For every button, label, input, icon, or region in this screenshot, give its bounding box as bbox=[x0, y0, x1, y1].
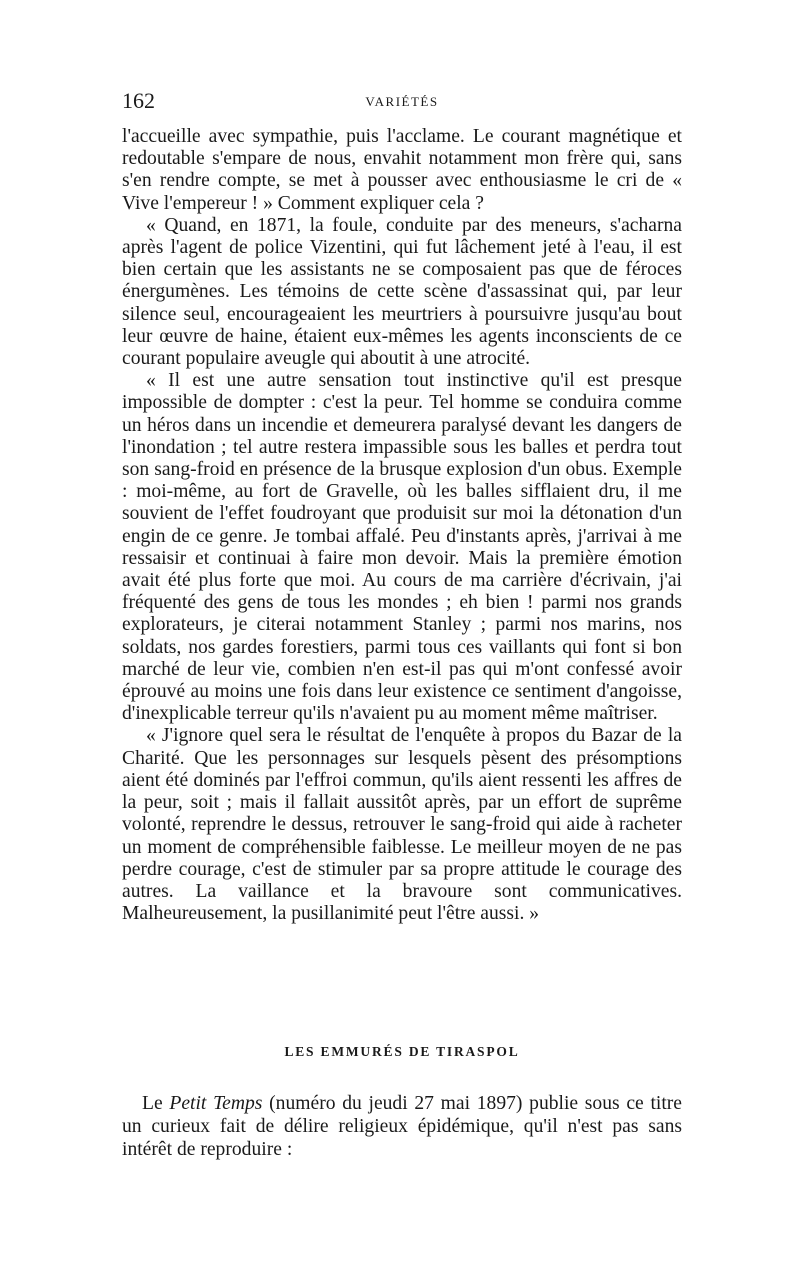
intro-paragraph bbox=[122, 1092, 682, 1161]
paragraph-continuation: l'accueille avec sympathie, puis l'acclame. Le courant magnétique et redoutable s'empare de nous, envahit notamment mon frère qui, sans s'en rendre compte, se met à pousser avec enthousiasme le cri de « Vive l'empereur ! » Comment expliquer cela ? bbox=[122, 126, 682, 214]
page-number: 162 bbox=[122, 88, 155, 113]
paragraph-quote-fear: « Il est une autre sensation tout instinctive qu'il est presque impossible de dompter : c'est la peur. Tel homme se conduira comme un héros dans un incendie et demeurera paralysé devant les dangers de l'inondation ; tel autre restera impassible sous les balles et perdra tout son sang-froid en présence de la brusque explosion d'un obus. Exemple : moi-même, au fort de Gravelle, où les balles sifflaient dru, il me souvient de l'effet foudroyant que produisit sur moi la détonation d'un engin de ce genre. Je tombai affalé. Peu d'instants après, j'arrivai à me ressaisir et continuai à faire mon devoir. Mais la première émotion avait été plus forte que moi. Au cours de ma carrière d'écrivain, j'ai fréquenté des gens de tous les mondes ; eh bien ! parmi nos grands explorateurs, je citerai notamment Stanley ; parmi nos marins, nos soldats, nos gardes forestiers, parmi tous ces vaillants qui font si bon marché de leur vie, combien n'en est-il pas qui m'ont confessé avoir éprouvé au moins une fois dans leur existence ce sentiment d'angoisse, d'inexplicable terreur qu'ils n'avaient pu au moment même maîtriser. bbox=[122, 370, 682, 725]
body-text bbox=[122, 126, 682, 925]
running-head: VARIÉTÉS bbox=[365, 94, 439, 109]
section-heading: LES EMMURÉS DE TIRASPOL bbox=[284, 1044, 520, 1059]
page-header bbox=[122, 88, 682, 120]
intro-prefix: Le bbox=[142, 1093, 170, 1114]
newspaper-title: Petit Temps bbox=[169, 1093, 263, 1114]
paragraph-quote-1871: « Quand, en 1871, la foule, conduite par des meneurs, s'acharna après l'agent de police Vizentini, qui fut lâchement jeté à l'eau, il est bien certain que les assistants ne se composaient pas que de féroces énergumènes. Les témoins de cette scène d'assassinat qui, par leur silence seul, encourageaient les meurtriers à poursuivre jusqu'au bout leur œuvre de haine, étaient eux-mêmes les agents inconscients de ce courant populaire aveugle qui aboutit à une atrocité. bbox=[122, 214, 682, 370]
paragraph-quote-bazar: « J'ignore quel sera le résultat de l'enquête à propos du Bazar de la Charité. Que les personnages sur lesquels pèsent des présomptions aient été dominés par l'effroi commun, qu'ils aient ressenti les affres de la peur, soit ; mais il fallait aussitôt après, par un effort de suprême volonté, reprendre le dessus, retrouver le sang-froid qui aide à racheter un moment de compréhensible faiblesse. Le meilleur moyen de ne pas perdre courage, c'est de stimuler par sa propre attitude le courage des autres. La vaillance et la bravoure sont communicatives. Malheureusement, la pusillanimité peut l'être aussi. » bbox=[122, 725, 682, 925]
intro-suffix: (numéro du jeudi 27 mai 1897) publie sous ce titre un curieux fait de délire religieux épidémique, qu'il n'est pas sans intérêt de reproduire : bbox=[122, 1093, 682, 1160]
section-intro bbox=[122, 1092, 682, 1161]
